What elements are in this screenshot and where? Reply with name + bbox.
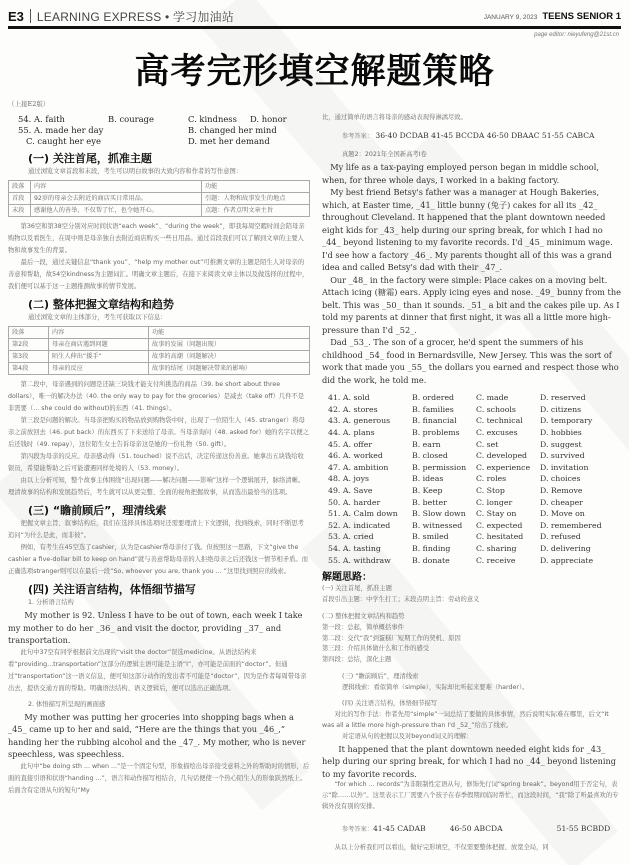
example-sentence: My mother is 92. Unless I have to be out of town, each week I take my mother to do her _36_ and visit the doctor, providing _37_ and transportation.: [8, 610, 303, 646]
option: 49. A. Save: [328, 485, 373, 495]
continued-note: （上接E2版）: [8, 100, 50, 108]
options-grid: [322, 392, 622, 566]
option: D. cheaper: [540, 497, 583, 507]
option-row: [8, 136, 310, 147]
option: 50. A. harder: [328, 497, 381, 507]
option: 45. A. offer: [328, 439, 373, 449]
table-header: 段落: [9, 181, 31, 193]
option: B. closed: [412, 451, 448, 461]
table-cell: 引题：人物和故事发生的地点: [202, 193, 310, 205]
table-header: 段落: [9, 327, 49, 339]
option: B. permission: [412, 462, 467, 472]
option: D. invitation: [540, 462, 589, 472]
answer-label: 参考答案：: [342, 825, 373, 833]
option: B. better: [412, 497, 447, 507]
option: B. ordered: [412, 393, 455, 403]
paragraph: 第二段中，母亲遇到的问题是还缺三块钱才能支付所挑选的商品（39. be short about three dollars），唯一的解决办法（40. the only way to pay for the groceries）是减去（take off）几件不是非需要（... she could do without)的东西（41. things）。: [8, 381, 305, 413]
option-b: B. changed her mind: [188, 125, 277, 136]
table-row: [9, 205, 310, 217]
table-row: [9, 339, 310, 351]
solution-line: (二) 整体把握文章结构和趋势: [322, 612, 405, 620]
paragraph: 第36空和第38空分别对应时间状语“each week”、“during the week”，即我每周空暇时间会陪母亲购物以及看医生，在周中则是母亲独自去附近商店购买一些日用品。通过首段我们可以了解到文章的主要人物和故事发生的背景。: [8, 223, 305, 255]
option: B. problems: [412, 427, 460, 437]
paragraph: 第四段为母亲的反应。母亲感动得（51. touched）说不出话，决定传递这份善意。她拿出五块钱给收银员，希望能帮助之后可能遭遇同样处境的人（53. money）。: [8, 453, 304, 473]
table-row: [9, 193, 310, 205]
paragraph-continued: 比，通过简单的语言将母亲的感动表现得淋漓尽致。: [322, 114, 467, 121]
option: C. hesitated: [476, 532, 524, 542]
section-intro: 通过浏览文章首段和末段，考生可以明白故事的大致内容和作者的写作意图：: [28, 168, 243, 176]
table-row: [9, 363, 310, 375]
option: 51. A. Calm down: [328, 509, 398, 519]
option: 41. A. sold: [328, 393, 370, 403]
passage-paragraph: My best friend Betsy's father was a manager at Hough Bakeries, which, at Easter time, _41_ little bunny (兔子) cakes for all its _42_ throughout Cleveland. It happened that the plant downtown needed eight kids for _43_ help during our spring break, for which I had no _44_ beyond listening to my favorite records. I'd _45_ minimum wage. I'd see how a factory _46_. My parents thought all of this was a grand idea and called Betsy's dad with their _47_.: [322, 187, 613, 273]
subheading: 1. 分析语言结构: [28, 599, 74, 607]
table-cell: 点题：作者点明文章主旨: [202, 205, 310, 217]
solution-line: 第三段：介绍具体做什么和工作的感受: [322, 645, 430, 653]
option-row: [8, 125, 310, 136]
option: D. refused: [540, 532, 581, 542]
option: 54. A. tasting: [328, 543, 381, 553]
paragraph: 此句中37空有同学根据前文出现的“visit the doctor”误选medicine。从语法结构来看“providing...transportation”这部分的逻辑主语可能是主语“I”，亦可能是前面的“doctor”。但通过“transportation”这一语义信息，便可知这部分动作的发出者不可能是“doctor”，因为是作者每周带母亲出去，提供交通方面的帮助。明确语法结构、语义逻辑后，便可以选出正确选项。: [8, 648, 307, 692]
issue-date: JANUARY 9, 2023: [483, 13, 538, 21]
table-header: 内容: [49, 327, 149, 339]
table-cell: 感谢他人的善举，不仅帮了忙，也令她开心。: [31, 205, 202, 217]
option: C. expected: [476, 520, 523, 530]
option: D. reserved: [540, 393, 586, 403]
solution-line: (四) 关注语言结构，体悟细节描写: [342, 700, 438, 708]
paragraph: 例如，有考生在45空选了cashier，认为是cashier帮母亲付了钱。但按照这一思路，下文“give the cashier a five-dollar bill to keep on hand”就与善意帮助母亲的人拒绝母亲之后还钱这一情节相矛盾。而正确选项stranger则可以在最后一段“So, whoever you are, thank you ... ”这里找到照应的线索。: [8, 544, 309, 576]
solution-line: 对定语从句的把握以及对beyond词义的理解：: [342, 732, 473, 740]
option: C. developed: [476, 451, 528, 461]
option: C. experience: [476, 462, 531, 472]
example-sentence: My mother was putting her groceries into shopping bags when a _45_ came up to her and said, “Here are the things that you _46_,” handing her the rubbing alcohol and the _47_. My mother, who is never speechless, was speechless.: [8, 711, 306, 760]
option: C. Stay on: [476, 509, 517, 519]
table-cell: 首段: [9, 193, 31, 205]
subheading: 2. 体悟描写所呈现的画面感: [28, 700, 106, 708]
option: 48. A. joys: [328, 474, 369, 484]
option: 46. A. worked: [328, 451, 383, 461]
table-cell: 第3段: [9, 351, 49, 363]
option: C. schools: [476, 404, 516, 414]
option-row: [8, 114, 310, 125]
answer-text: 41-45 CADAB: [372, 823, 426, 833]
option: C. roles: [476, 474, 507, 484]
option: 44. A. plans: [328, 427, 375, 437]
option: C. receive: [476, 555, 516, 565]
table-cell: 故事的高潮（问题解决）: [149, 351, 310, 363]
table-cell: 第2段: [9, 339, 49, 351]
option: 42. A. stores: [328, 404, 378, 414]
table-cell: 陌生人伸出“援手”: [49, 351, 149, 363]
solution-line: 第二段：交代“我”到蛋糕厂短期工作的契机、原因: [322, 634, 461, 642]
answer-text: 46-50 ABCDA: [449, 823, 503, 833]
solution-heading: 解题思路：: [322, 572, 372, 584]
option: B. donate: [412, 555, 450, 565]
option-c: C. caught her eye: [26, 136, 101, 147]
right-column: [322, 98, 622, 854]
table-header: 功能: [149, 327, 310, 339]
option: C. excuses: [476, 427, 518, 437]
solution-group-2: [322, 612, 622, 666]
section-heading-3: (三) “瞻前顾后”，理清线索: [28, 504, 167, 518]
section-heading-2: (二) 整体把握文章结构和趋势: [28, 298, 174, 312]
solution-line: 对比的写作手法：作者先用“simple”一词总结了要做的具体事情，然后说明实际难在哪里，后文“It was all a little more high-pressure than I'd _52_”给出了线索。: [322, 711, 609, 730]
answer-key-1: [322, 130, 622, 143]
paragraph: 把握文章主旨、叙事结构后，我们在选择具体选项时还需要理清上下文逻辑，找到线索，同时不断思考追问“为什么是此，而非彼”。: [8, 520, 304, 540]
page-header: [8, 6, 621, 26]
table-cell: 故事的发展（问题出现）: [149, 339, 310, 351]
options-54-55: [8, 114, 310, 147]
option: 43. A. generous: [328, 416, 391, 426]
option: D. suggest: [540, 439, 582, 449]
option: B. smiled: [412, 532, 449, 542]
option: D. remembered: [540, 520, 602, 530]
option: B. ideas: [412, 474, 444, 484]
answer-text: 36-40 DCDAB 41-45 BCCDA 46-50 DBAAC 51-55 CABCA: [375, 131, 595, 140]
table-header: 功能: [202, 181, 310, 193]
option: C. made: [476, 393, 509, 403]
solution-line: “for which ... records”为非限制性定语从句，修饰先行词“spring break”。beyond用于否定句，表示“除……以外”。这里表示工厂需要八个孩子在春季假期间临时帮忙，而这段时间，“我”除了听最喜欢的专辑外没有别的安排。: [322, 781, 619, 810]
option-c: C. kindness: [188, 114, 237, 125]
solution-group-4: [322, 699, 622, 742]
solution-line: 逻辑线索：看似简单（simple），实际却比听起来要难（harder）。: [342, 683, 529, 691]
answer-label: 参考答案：: [342, 133, 373, 140]
table-header-row: [9, 327, 310, 339]
table-cell: 母亲的反应: [49, 363, 149, 375]
option: 52. A. indicated: [328, 520, 391, 530]
option: B. Slow down: [412, 509, 466, 519]
table-cell: 92岁的母亲会去附近的商店买日常用品。: [31, 193, 202, 205]
section-name: LEARNING EXPRESS • 学习加油站: [36, 9, 234, 24]
solution-line: (一) 关注首尾，抓准主题: [322, 585, 392, 593]
table-header-row: [9, 181, 310, 193]
page-editor: page editor: nieyufeng@21st.cn: [534, 32, 619, 38]
option: D. hobbies: [540, 427, 582, 437]
paper-name: TEENS SENIOR 1: [542, 10, 621, 22]
solution-line: 第四段：总结，深化主题: [322, 656, 392, 664]
option: D. choices: [540, 474, 581, 484]
option: B. Keep: [412, 485, 443, 495]
table-cell: 第4段: [9, 363, 49, 375]
option: 55. A. withdraw: [328, 555, 391, 565]
option: D. delivering: [540, 543, 591, 553]
option: C. Stop: [476, 485, 505, 495]
section-intro: 通过浏览文章的主体部分，考生可获取以下信息：: [28, 314, 167, 322]
option: 53. A. cried: [328, 532, 374, 542]
table-cell: 末段: [9, 205, 31, 217]
option: 47. A. ambition: [328, 462, 389, 472]
option: D. temporary: [540, 416, 593, 426]
paragraph: 由以上分析可知，整个故事主体围绕“出现问题——解决问题——影响”这样一个逻辑展开，脉络清晰。理清故事的结构和发展趋势后，考生就可以从更完整、全面的视角把握故事，从而选出最恰当的选项。: [8, 477, 305, 497]
closing-paragraph: 从以上分析我们可以看出，做好完形填空，不仅需要整体把握、放宽全局，同: [334, 843, 549, 851]
table-cell: 母亲在商店遇到问题: [49, 339, 149, 351]
paragraph: 此句中“be doing sth ... when ...”是一个固定句型，形象描绘出母亲接受意料之外的帮助时的情形，后面的直接引语和状语“handing ...”，语言和动作描写相结合，几句话便使一个热心陌生人的形象跃然纸上。后面含有定语从句的短句“My: [8, 762, 310, 794]
option: C. longer: [476, 497, 513, 507]
option-d: D. met her demand: [188, 136, 270, 147]
option: B. families: [412, 404, 454, 414]
passage-paragraph: My life as a tax-paying employed person began in middle school, when, for three whole days, I worked in a baking factory.: [322, 162, 599, 185]
option: D. appreciate: [540, 555, 594, 565]
answer-text: 51-55 BCBDD: [556, 823, 611, 833]
passage-paragraph: Our _48_ in the factory were simple: Place cakes on a moving belt. Attach icing (糖霜) ears. Apply icing eyes and nose. _49_ bunny from the belt. This was _50_ than it sounds. _51_ a bit and the cakes pile up. As I told my parents at dinner that first night, it was all a little more high-pressure than I'd _52_.: [322, 274, 621, 335]
solution-group-1: [322, 584, 622, 606]
option: B. earn: [412, 439, 441, 449]
structure-table-2: [8, 326, 310, 375]
page-number: E3: [8, 8, 24, 24]
example-sentence: It happened that the plant downtown needed eight kids for _43_ help during our spring break, for which I had no _44_ beyond listening to my favorite records.: [322, 743, 617, 779]
paragraph: 第三段是问题的解决。当母亲把购买的物品放到购物袋中时，出现了一位陌生人（45. stranger）将母亲之前放回去（46. put back）的东西买了下来送给了母亲。当母亲询问（48. asked for）她的名字以便之后还钱时（49. repay），这位陌生女士告诉母亲这是她的一份礼物（50. gift）。: [8, 417, 309, 449]
option: B. financial: [412, 416, 457, 426]
solution-group-3: [322, 672, 622, 694]
left-column: [8, 98, 310, 797]
header-right: [484, 11, 621, 22]
table-row: [9, 351, 310, 363]
option: D. Remove: [540, 485, 583, 495]
solution-line: 第一段：总起，简单概括事件: [322, 623, 404, 631]
table-cell: 故事的结尾（问题解决带来的影响）: [149, 363, 310, 375]
option: D. survived: [540, 451, 585, 461]
option: C. set: [476, 439, 499, 449]
header-divider: [30, 9, 31, 23]
option-a: 55. A. made her day: [18, 125, 104, 136]
option-a: 54. A. faith: [18, 114, 65, 125]
option: D. Move on: [540, 509, 585, 519]
option: B. witnessed: [412, 520, 463, 530]
option: C. technical: [476, 416, 523, 426]
table-header: 内容: [31, 181, 202, 193]
paragraph: 最后一段，通过关键信息“thank you”、“help my mother out”可推测文章的主题是陌生人对母亲的善意和帮助，故54空kindness为主题词汇。明确文章主题后，在接下来阅读文章主体以及做选择的过程中，我们便可以基于这一主题推测故事的情节发展。: [8, 259, 309, 291]
solution-line: (三) “瞻前顾后”，理清线索: [342, 672, 419, 680]
passage-paragraph: Dad _53_. The son of a grocer, he'd spent the summers of his childhood _54_ food in Bernardsville, New Jersey. This was the sort of work that made you _55_ the dollars you earned and respect those who did the work, he told me.: [322, 337, 619, 385]
option-b: B. courage: [108, 114, 154, 125]
question-label: 真题2：2021年全国新高考I卷: [342, 151, 427, 159]
structure-table-1: [8, 180, 310, 217]
section-heading-1: (一) 关注首尾，抓准主题: [28, 152, 152, 166]
option-d: D. honor: [250, 114, 287, 125]
section-heading-4: (四) 关注语言结构，体悟细节描写: [28, 583, 196, 597]
option: D. citizens: [540, 404, 582, 414]
header-rule: [8, 26, 621, 29]
solution-line: 首段引出主题：中学生打工；末段点明主旨：劳动的意义: [322, 596, 480, 604]
page-title: 高考完形填空解题策略: [134, 52, 495, 92]
option: C. sharing: [476, 543, 517, 553]
answer-key-2: [322, 823, 622, 836]
option: B. finding: [412, 543, 451, 553]
